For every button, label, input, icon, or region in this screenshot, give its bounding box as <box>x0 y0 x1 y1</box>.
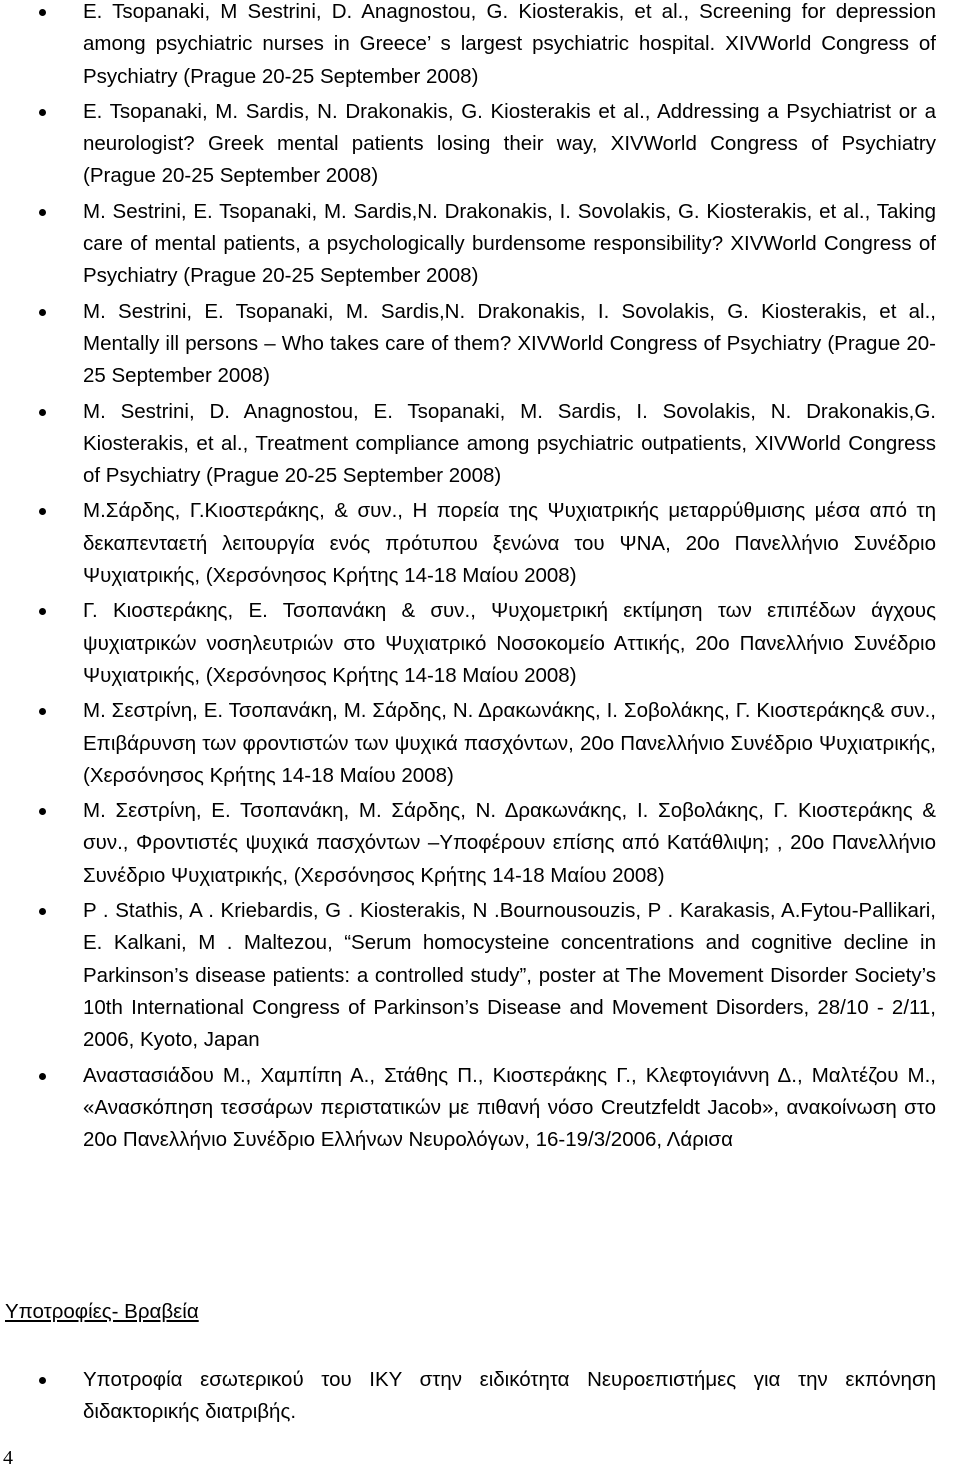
bullet-icon <box>39 608 46 615</box>
reference-text: E. Tsopanaki, M. Sardis, N. Drakonakis, G. Kiosterakis et al., Addressing a Psychiatrist or a neurologist? Greek mental patients losing their way, XIVWorld Congress of Psychiatry (Prague 20-25 September 2008) <box>83 99 936 188</box>
reference-item <box>0 396 960 493</box>
reference-item <box>0 895 960 1056</box>
bullet-icon <box>39 309 46 316</box>
reference-text: Μ.Σάρδης, Γ.Κιοστεράκης, & συν., Η πορεία της Ψυχιατρικής μεταρρύθμισης μέσα από τη δεκαπενταετή λειτουργία ενός πρότυπου ξενώνα του ΨΝΑ, 20ο Πανελλήνιο Συνέδριο Ψυχιατρικής, (Χερσόνησος Κρήτης 14-18 Μαίου 2008) <box>83 499 936 588</box>
reference-item <box>0 795 960 892</box>
reference-text: M. Sestrini, D. Anagnostou, E. Tsopanaki, M. Sardis, I. Sovolakis, N. Drakonakis,G. Kiosterakis, et al., Treatment compliance among psychiatric outpatients, XIVWorld Congress of Psychiatry (Prague 20-25 September 2008) <box>83 399 936 488</box>
reference-text: Μ. Σεστρίνη, Ε. Τσοπανάκη, Μ. Σάρδης, Ν. Δρακωνάκης, Ι. Σοβολάκης, Γ. Κιοστεράκης & συν., Φροντιστές ψυχικά πασχόντων –Υποφέρουν επίσης από Κατάθλιψη; , 20ο Πανελλήνιο Συνέδριο Ψυχιατρικής, (Χερσόνησος Κρήτης 14-18 Μαίου 2008) <box>83 799 936 887</box>
awards-list <box>0 1364 960 1429</box>
reference-item <box>0 495 960 592</box>
bullet-icon <box>39 908 46 915</box>
bullet-icon <box>39 209 46 216</box>
reference-item <box>0 1060 960 1157</box>
award-item <box>0 1364 960 1429</box>
page-number: 4 <box>3 1447 13 1469</box>
reference-item <box>0 695 960 792</box>
bullet-icon <box>39 808 46 815</box>
reference-item <box>0 196 960 293</box>
reference-item <box>0 595 960 692</box>
bullet-icon <box>39 708 46 715</box>
reference-item <box>0 96 960 193</box>
reference-text: M. Sestrini, E. Tsopanaki, M. Sardis,N. Drakonakis, I. Sovolakis, G. Kiosterakis, et al., Taking care of mental patients, a psychologically burdensome responsibility? XIVWorld Congress of Psychiatry (Prague 20-25 September 2008) <box>83 199 936 288</box>
reference-text: P . Stathis, A . Kriebardis, G . Kiosterakis, N .Bournousouzis, P . Karakasis, A.Fytou-Pallikari, E. Kalkani, M . Maltezou, “Serum homocysteine concentrations and cognitive decline in Parkinson’s disease patients: a controlled study”, poster at The Movement Disorder Society’s 10th International Congress of Parkinson’s Disease and Movement Disorders, 28/10 - 2/11, 2006, Kyoto, Japan <box>83 899 936 1052</box>
reference-item <box>0 0 960 93</box>
reference-text: E. Tsopanaki, M Sestrini, D. Anagnostou, G. Kiosterakis, et al., Screening for depression among psychiatric nurses in Greece’ s largest psychiatric hospital. XIVWorld Congress of Psychiatry (Prague 20-25 September 2008) <box>83 0 936 88</box>
bullet-icon <box>39 1073 46 1080</box>
reference-text: Μ. Σεστρίνη, Ε. Τσοπανάκη, Μ. Σάρδης, Ν. Δρακωνάκης, Ι. Σοβολάκης, Γ. Κιοστεράκης& συν., Επιβάρυνση των φροντιστών των ψυχικά πασχόντων, 20ο Πανελλήνιο Συνέδριο Ψυχιατρικής, (Χερσόνησος Κρήτης 14-18 Μαίου 2008) <box>83 699 936 787</box>
section-heading-scholarships-awards: Υποτροφίες- Βραβεία <box>5 1300 199 1323</box>
bullet-icon <box>39 109 46 116</box>
reference-item <box>0 296 960 393</box>
bullet-icon <box>39 9 46 16</box>
bullet-icon <box>39 508 46 515</box>
reference-text: Αναστασιάδου Μ., Χαμπίπη Α., Στάθης Π., Κιοστεράκης Γ., Κλεφτογιάννη Δ., Μαλτέζου Μ., «Ανασκόπηση τεσσάρων περιστατικών με πιθανή νόσο Creutzfeldt Jacob», ανακοίνωση στο 20ο Πανελλήνιο Συνέδριο Ελλήνων Νευρολόγων, 16-19/3/2006, Λάρισα <box>83 1063 936 1152</box>
award-text: Υποτροφία εσωτερικού του ΙΚΥ στην ειδικότητα Νευροεπιστήμες για την εκπόνηση διδακτορικής διατριβής. <box>83 1368 936 1424</box>
reference-text: Γ. Κιοστεράκης, Ε. Τσοπανάκη & συν., Ψυχομετρική εκτίμηση των επιπέδων άγχους ψυχιατρικών νοσηλευτριών στο Ψυχιατρικό Νοσοκομείο Αττικής, 20ο Πανελλήνιο Συνέδριο Ψυχιατρικής, (Χερσόνησος Κρήτης 14-18 Μαίου 2008) <box>83 599 936 687</box>
bullet-icon <box>39 1377 46 1384</box>
reference-text: M. Sestrini, E. Tsopanaki, M. Sardis,N. Drakonakis, I. Sovolakis, G. Kiosterakis, et al., Mentally ill persons – Who takes care of them? XIVWorld Congress of Psychiatry (Prague 20-25 September 2008) <box>83 299 936 388</box>
bullet-icon <box>39 409 46 416</box>
